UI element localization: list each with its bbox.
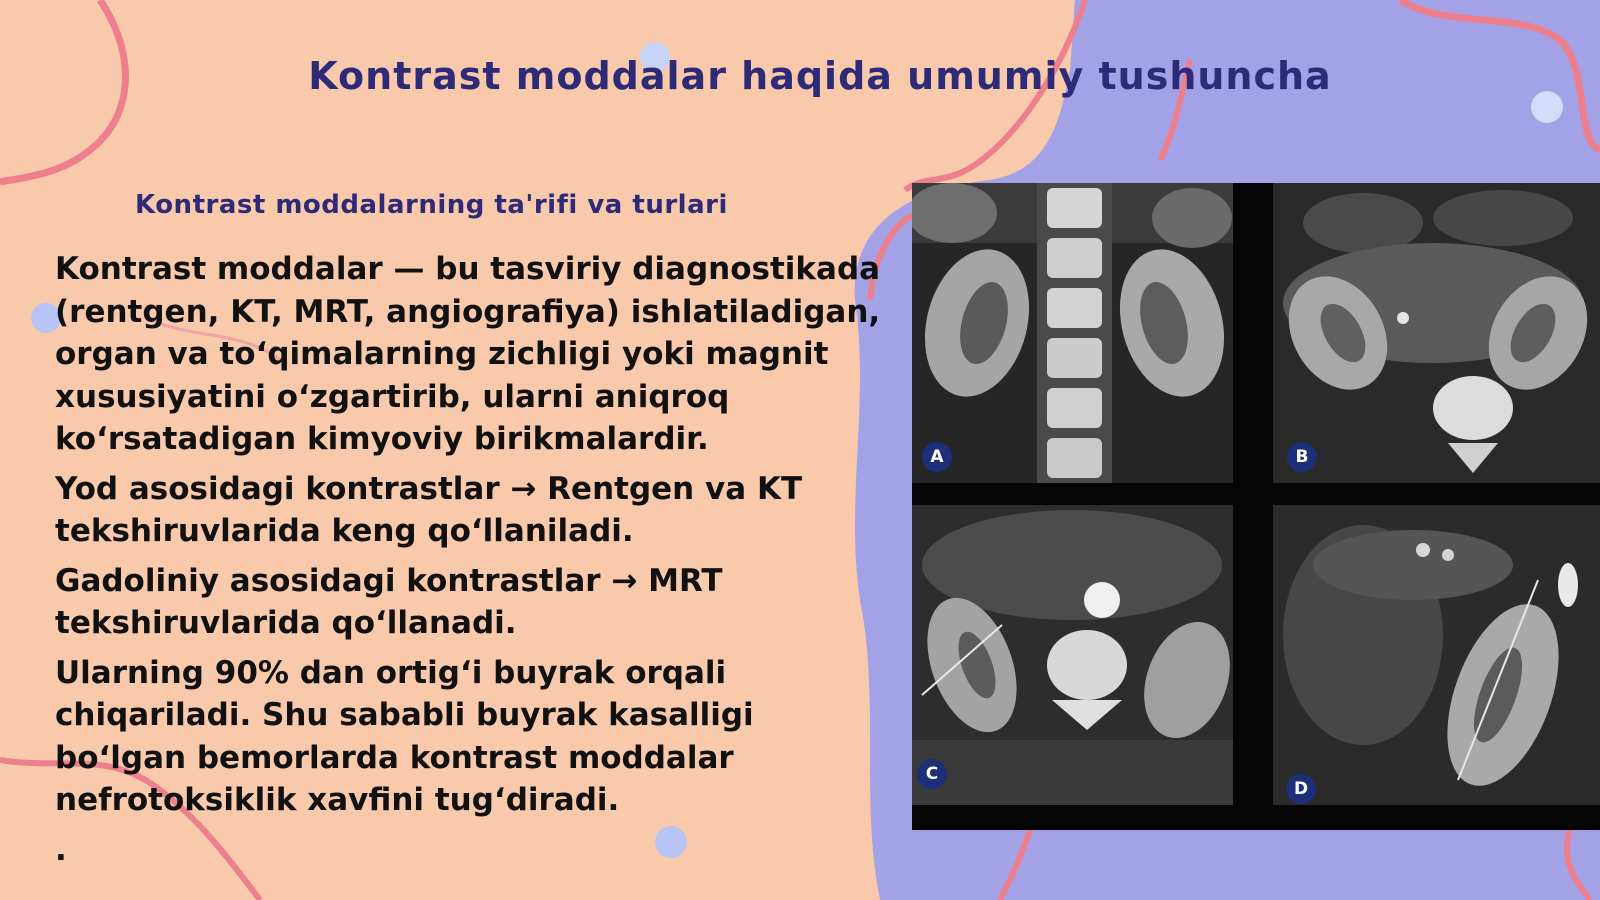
oblique-ct-graphic: [1273, 505, 1600, 805]
panel-label-c: C: [917, 759, 947, 789]
ct-image-d: [1273, 505, 1600, 805]
axial-ct-graphic: [912, 505, 1233, 805]
axial-ct-graphic: [1273, 183, 1600, 483]
paragraph-definition: Kontrast moddalar — bu tasviriy diagnostikada (rentgen, KT, MRT, angiografiya) ishlatiladigan, organ va to‘qimalarning zichligi yoki magnit xususiyatini o‘zgartirib, ularni aniqroq ko‘rsatadigan kimyoviy birikmalardir.: [55, 251, 881, 457]
paragraph-gadolinium-contrast: Gadoliniy asosidagi kontrastlar → MRT tekshiruvlarida qo‘llanadi.: [55, 562, 723, 641]
body-text: [55, 248, 885, 871]
ct-image-c: [912, 505, 1233, 805]
coronal-ct-graphic: [912, 183, 1233, 483]
panel-label-a: A: [922, 442, 952, 472]
paragraph-iodine-contrast: Yod asosidagi kontrastlar → Rentgen va KT tekshiruvlarida keng qo‘llaniladi.: [55, 470, 803, 549]
paragraph-excretion: Ularning 90% dan ortig‘i buyrak orqali chiqariladi. Shu sababli buyrak kasalligi bo‘lgan bemorlarda kontrast moddalar nefrotoksiklik xavfini tug‘diradi.: [55, 654, 754, 818]
slide-title: Kontrast moddalar haqida umumiy tushuncha: [308, 54, 1332, 98]
ct-scan-figure: [912, 183, 1600, 830]
slide-subtitle: Kontrast moddalarning ta'rifi va turlari: [135, 190, 728, 220]
panel-label-d: D: [1286, 774, 1316, 804]
panel-label-b: B: [1287, 442, 1317, 472]
ct-image-b: [1273, 183, 1600, 483]
ct-image-a: [912, 183, 1233, 483]
trailing-mark: .: [55, 831, 67, 868]
